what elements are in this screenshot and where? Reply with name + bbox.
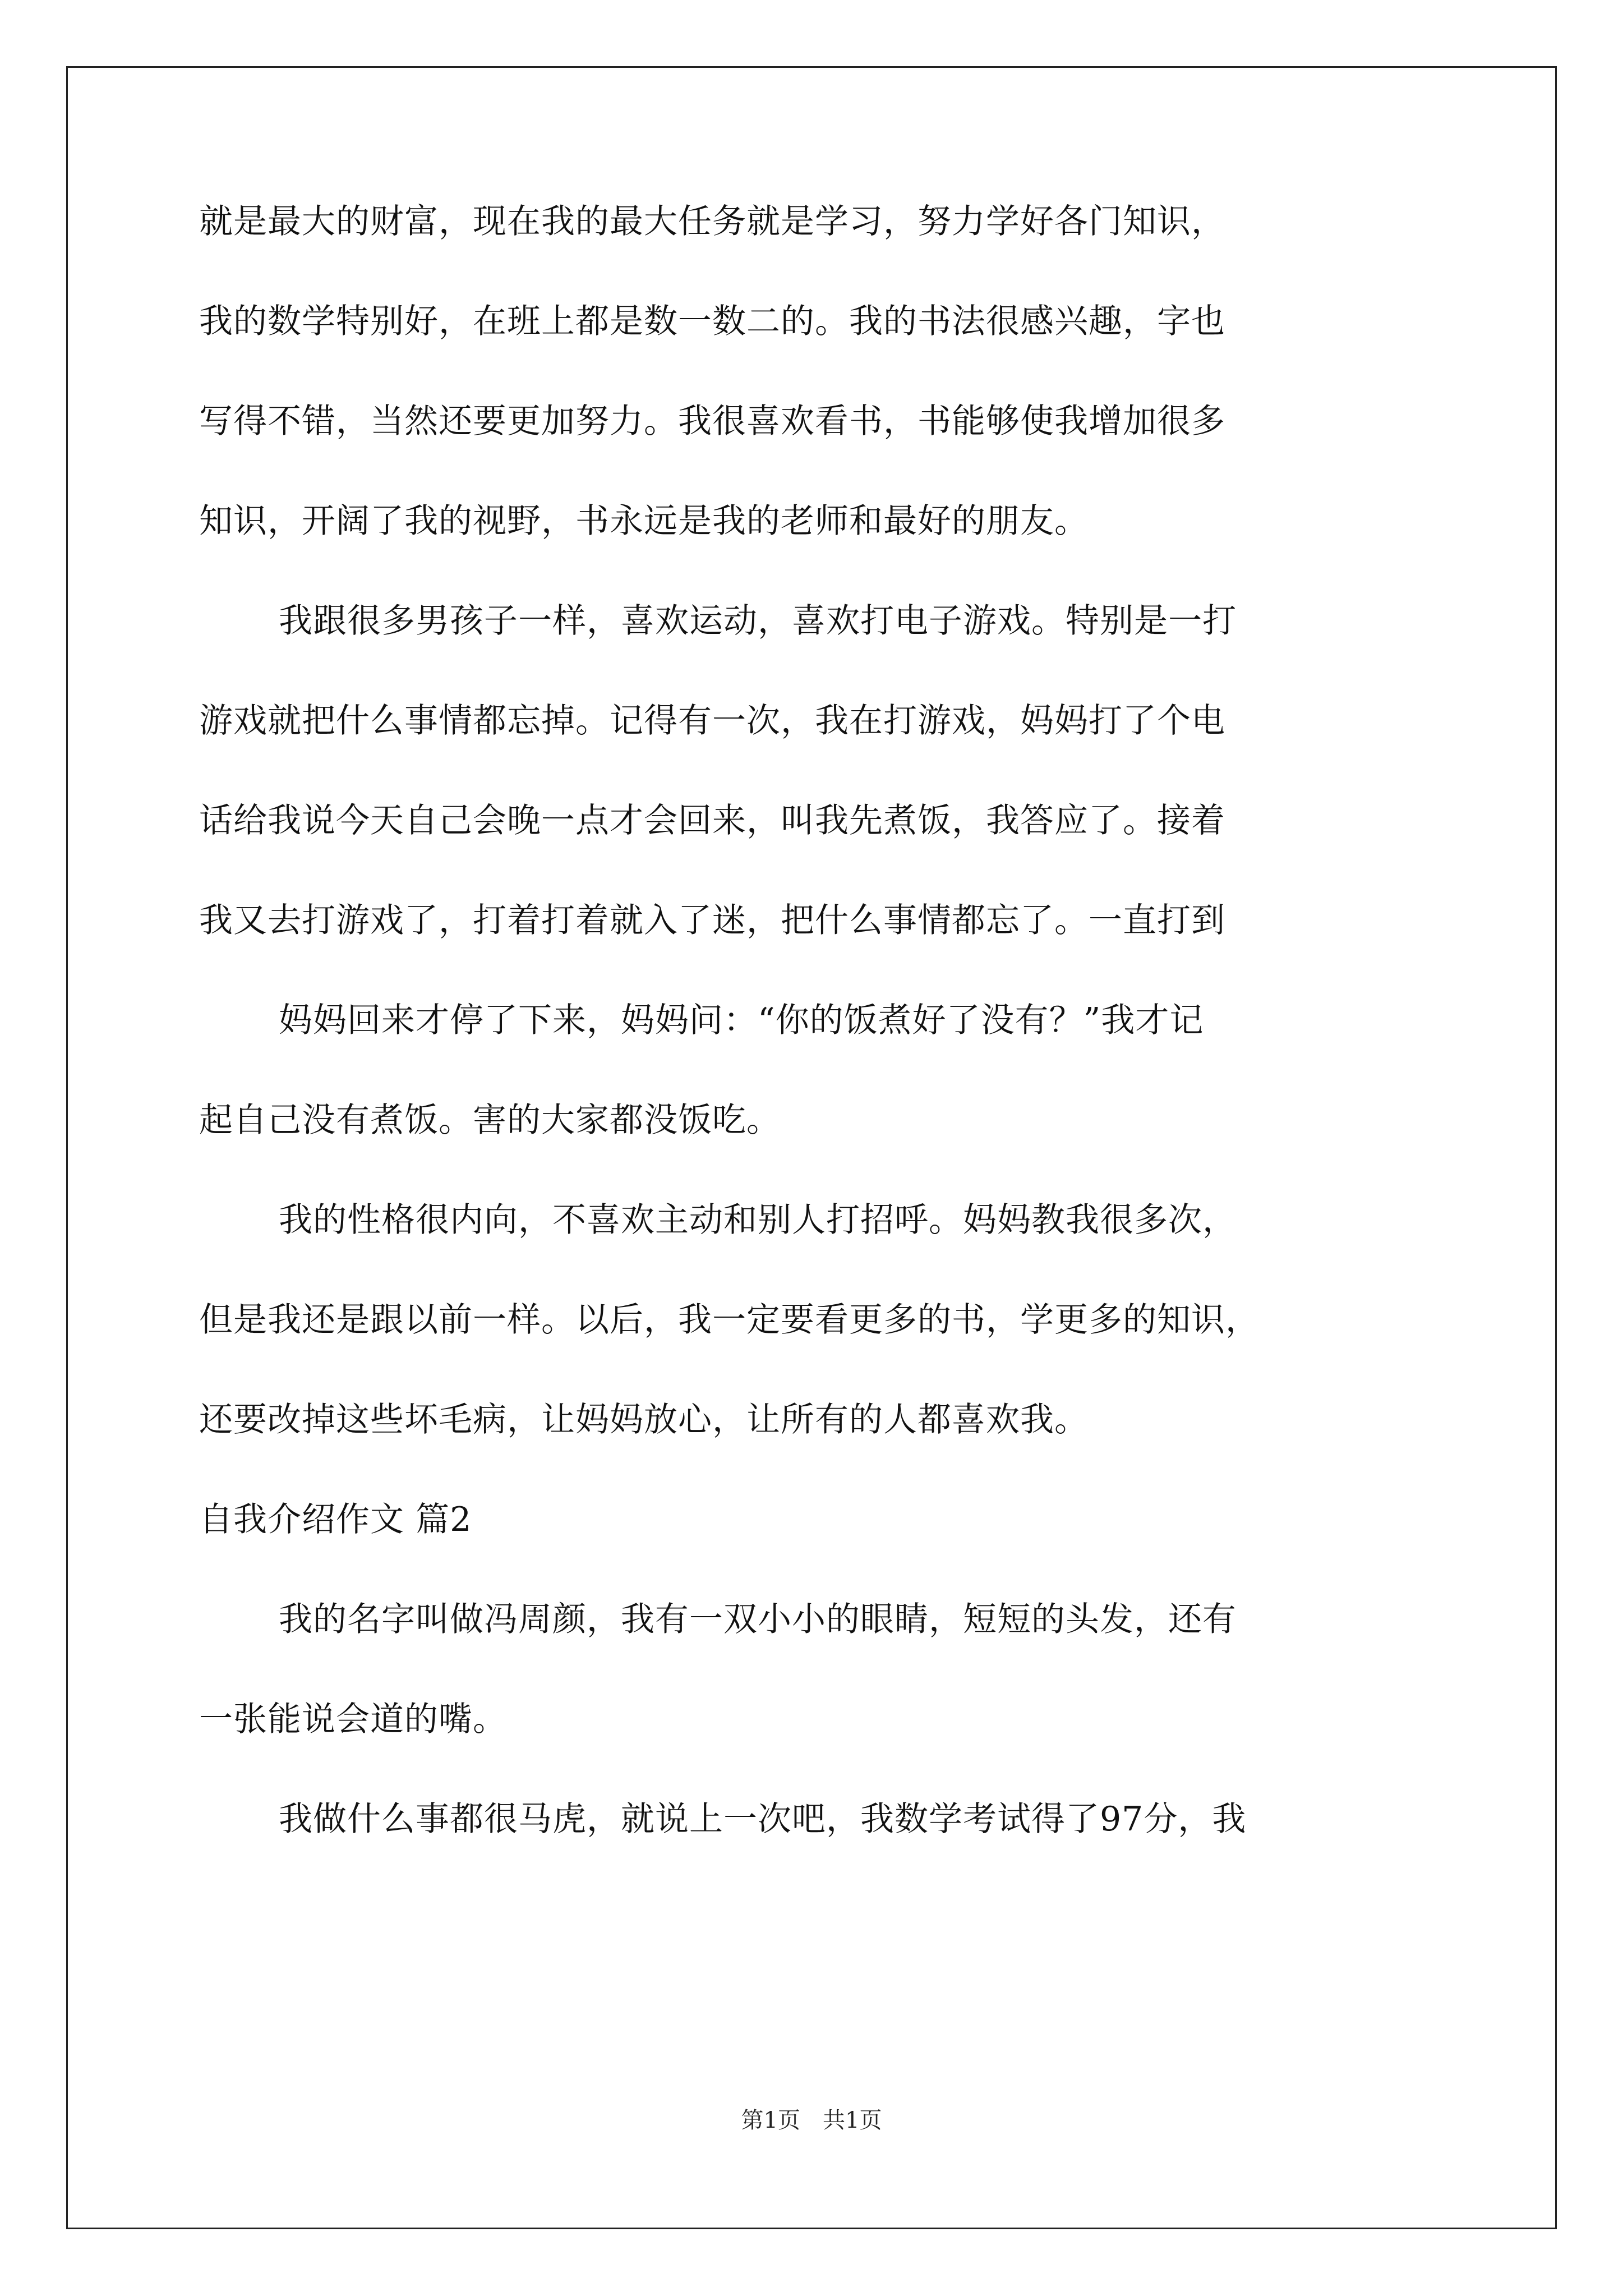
paragraph-line: 写得不错，当然还要更加努力。我很喜欢看书，书能够使我增加很多 [199,402,1225,441]
paragraph-line: 还要改掉这些坏毛病，让妈妈放心，让所有的人都喜欢我。 [199,1400,1089,1439]
paragraph-line: 我跟很多男孩子一样，喜欢运动，喜欢打电子游戏。特别是一打 [279,601,1237,641]
paragraph-line: 我又去打游戏了，打着打着就入了迷，把什么事情都忘了。一直打到 [199,901,1225,940]
paragraph-line: 我做什么事都很马虎，就说上一次吧，我数学考试得了97分，我 [279,1800,1247,1839]
paragraph-line: 游戏就把什么事情都忘掉。记得有一次，我在打游戏，妈妈打了个电 [199,701,1225,740]
paragraph-line: 我的名字叫做冯周颜，我有一双小小的眼睛，短短的头发，还有 [279,1600,1237,1639]
paragraph-line: 起自己没有煮饭。害的大家都没饭吃。 [199,1101,781,1140]
page-border [66,66,1557,2229]
section-heading: 自我介绍作文 篇2 [199,1500,472,1539]
paragraph-line: 就是最大的财富，现在我的最大任务就是学习，努力学好各门知识， [199,202,1225,241]
paragraph-line: 妈妈回来才停了下来，妈妈问：“你的饭煮好了没有？”我才记 [279,1001,1204,1040]
paragraph-line: 一张能说会道的嘴。 [199,1700,507,1739]
paragraph-line: 我的性格很内向，不喜欢主动和别人打招呼。妈妈教我很多次， [279,1200,1237,1240]
paragraph-line: 我的数学特别好，在班上都是数一数二的。我的书法很感兴趣，字也 [199,302,1225,341]
paragraph-line: 知识，开阔了我的视野，书永远是我的老师和最好的朋友。 [199,501,1089,541]
paragraph-line: 话给我说今天自己会晚一点才会回来，叫我先煮饭，我答应了。接着 [199,801,1225,840]
paragraph-line: 但是我还是跟以前一样。以后，我一定要看更多的书，学更多的知识， [199,1300,1260,1340]
page-footer: 第1页 共1页 [741,2108,882,2133]
